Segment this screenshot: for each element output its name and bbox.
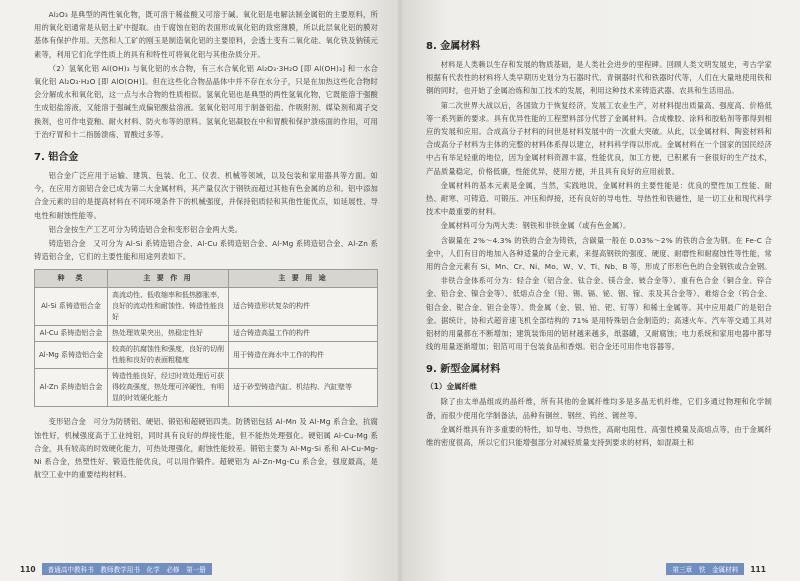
paragraph-iron-steel: 含碳量在 2%～4.3% 的铁的合金为铸铁，含碳量一般在 0.03%～2% 的铁的合金为钢。在 Fe-C 合金中，人们有目的地加入各种适量的合金元素，来提高钢铁的强度、硬度、耐磨性和耐腐蚀性等性能，常用的合金元素有 Si、Mn、Cr、Ni、Mo、W、V、Ti、Nb、B 等，形成了形形色色的合金钢铁或合金钢。 [426, 235, 772, 272]
table-cell-function: 高流动性、低收缩率和低热膨胀率，良好的流动性和耐蚀性、铸造性能良好 [108, 288, 229, 326]
table-cell-use: 用于铸造在海水中工作的构件 [229, 342, 378, 369]
cast-alloy-table-wrap [34, 269, 378, 407]
paragraph-wrought-alloy: 变形铝合金 可分为防锈铝、硬铝、锻铝和超硬铝四类。防锈铝包括 Al-Mn 及 Al-Mg 系合金，抗腐蚀性好，机械强度高于工业纯铝，同时具有良好的焊接性能，但不能热处理强化。硬铝属 Al-Cu-Mg 系合金，具有较高的时效硬化能力，可热处理强化，耐蚀性能较差。锻铝主要为 Al-Mg-Si 系和 Al-Cu-Mg-Ni 系合金，热塑性好、锻造性能优良，可以用作锻件。超硬铝为 Al-Zn-Mg-Cu 系合金，强度最高，是航空工业中的重要结构材料。 [34, 417, 378, 480]
page-number-left: 110 [20, 564, 36, 574]
right-page-footer [666, 563, 766, 575]
table-cell-use: 适合铸造形状复杂的构件 [229, 288, 378, 326]
section-title-metal-materials: 8. 金属材料 [426, 41, 481, 52]
footer-chapter-title: 第三章 铁 金属材料 [666, 563, 744, 575]
paragraph-aluminum-hydroxide: （2）氢氧化铝 Al(OH)₃ 与氧化铝的水合物，有三水合氧化铝 Al₂O₃·3H₂O [即 Al(OH)₃] 和一水合氧化铝 Al₂O₃·H₂O [即 AlO(OH)]。但在这些化合物品晶体中并不存在水分子，只是在加热这些化合物时会分解成水和氧化铝，这一点与水合物的性质相似。氢氧化铝也是典型的两性氢氧化物，它既能溶于强酸生成铝盐溶液，又能溶于强碱生成偏铝酸盐溶液。氢氧化铝可用于制备铝盐、作吸附剂、媒染剂和离子交换剂，也可作电瓷釉、耐火材料、防火布等的原料。氢氧化铝凝胶在中和胃酸和保护溃疡面的作用，可用于治疗胃和十二指肠溃疡、胃酸过多等。 [34, 63, 378, 139]
table-row [35, 369, 378, 407]
paragraph-alloy-intro: 铝合金广泛应用于运输、建筑、包装、化工、仪表、机械等领域，以及包装和家用器具等方面。如今，在应用方面铝合金已成为第二大金属材料，其产量仅次于钢铁而超过其他有色金属的总和。铝中添加合金元素的目的是提高材料在不同环境条件下的机械强度，并保持铝质轻和其他性能优点，如延展性、导电性和耐蚀性能等。 [34, 171, 378, 220]
subsection-title-metal-fiber: （1）金属纤维 [426, 382, 477, 392]
table-cell-function: 较高的抗腐蚀性和强度，良好的切削性能和良好的表面粗糙度 [108, 342, 229, 369]
paragraph-nonferrous: 非铁合金体系可分为：轻合金（铝合金、钛合金、镁合金、铍合金等）、重有色合金（铜合金、锌合金、铅合金、镍合金等）、低熔点合金（铅、锡、镉、铋、铟、镓、汞及其合金等）、难熔合金（钨合金、钼合金、铌合金、钽合金等）、贵金属（金、银、铂、钯、钌等）和稀土金属等。其中应用最广的是铝合金。据统计，协和式超音速飞机全部结构的 71% 是用特殊铝合金制造的；高速火车、汽车等交通工具对铝材的用量都在不断增加；建筑装饰用的铝材越来越多，纸器罐，又耐腐蚀；电力系统和家用电器中都导线的用量逐渐增加；铝箔可用于包装食品和香烟。铝合金还可用作电容器等。 [426, 276, 772, 352]
table-header-row [35, 270, 378, 288]
footer-book-title: 普通高中教科书 教师教学用书 化学 必修 第一册 [42, 563, 212, 575]
paragraph-alumina: Al₂O₃ 是典型的两性氧化物，既可溶于稀盐酸又可溶于碱。氧化铝是电解法制金属铝的主要原料，所用的氧化铝通常是从铝土矿中提取。由于腐蚀在铝的表面形成氧化铝的致密薄膜，所以此层氧化铝的膜对基体有保护作用。天然和人工矿的刚玉是制造氧化铝的主要原料，会透土变有二氧化硅、氧化铁及钠镁元素等，利用它们化学性质上的具有和特性可将氧化铝与其他杂质分开。 [34, 10, 378, 59]
paragraph-metal-categories: 金属材料可分为两大类：钢铁和非铁金属（或有色金属）。 [440, 221, 631, 231]
paragraph-cast-alloy: 铸造铝合金 又可分为 Al-Si 系铸造铝合金、Al-Cu 系铸造铝合金、Al-Mg 系铸造铝合金、Al-Zn 系铸造铝合金，它们的主要性能和用途列表如下。 [34, 239, 378, 262]
table-cell-name: Al-Zn 系铸造铝合金 [35, 369, 108, 407]
table-cell-function: 热处理效果突出，热稳定性好 [108, 326, 229, 342]
right-page [400, 0, 800, 581]
table-cell-name: Al-Si 系铸造铝合金 [35, 288, 108, 326]
table-cell-name: Al-Cu 系铸造铝合金 [35, 326, 108, 342]
paragraph-metal-properties: 金属材料的基本元素是金属，当然，实践地说，金属材料的主要性能是：优良的塑性加工性能、耐热、耐寒、可铸造、可锻压、冲压和焊接，还有良好的导电性、导热性和铁磁性，是一切工业和现代科学技术中最重要的材料。 [426, 180, 772, 217]
section-title-new-metal-materials: 9. 新型金属材料 [426, 364, 501, 376]
paragraph-metal-fiber-intro: 除了由太单晶组成的晶纤维，所有其他的金属纤维均多是多晶无机纤维，它们多通过物理和化学制备，而很少使用化学制备法，品种有铜丝、钢丝、钨丝、镀丝等。 [426, 397, 772, 420]
column-header-use: 主 要 用 途 [229, 270, 378, 288]
table-row [35, 326, 378, 342]
table-row [35, 288, 378, 326]
table-cell-use: 适合铸造高温工作的构件 [229, 326, 378, 342]
table-row [35, 342, 378, 369]
section-title-aluminum-alloy: 7. 铝合金 [34, 152, 79, 164]
paragraph-postwar-materials: 第二次世界大战以后，各国致力于恢复经济，发展工农业生产，对材料提出质量高、强度高、价格低等一系列新的要求。具有优异性能的工程塑料部分代替了金属材料。合成橡胶、涂料和胶粘剂等都得到相应的发展和应用。合成高分子材料的问世是材料发展中的一次重大突破。从此，以金属材料、陶瓷材料和合成高分子材料为主体的完整的材料体系得以建立，材料科学得以形成。金属材料在一个国家的国民经济中占有举足轻重的地位，因为金属材料资源丰富，性能优良，加工方便，已积累有一套很好的生产技术，产品质量稳定，价格低廉，性能优异，使用方便，并且具有良好的应用前景。 [426, 100, 772, 176]
cast-alloy-table [34, 269, 378, 407]
table-cell-name: Al-Mg 系铸造铝合金 [35, 342, 108, 369]
column-header-type: 种 类 [35, 270, 108, 288]
book-gutter [398, 0, 402, 581]
table-cell-function: 铸造性能良好，经过时效处理后可获得较高强度，热处理可淬硬性，有明显的时效硬化能力 [108, 369, 229, 407]
paragraph-materials-history: 材料是人类赖以生存和发展的物质基础，是人类社会进步的里程碑。回顾人类文明发展史，考古学家根据有代表性的材料将人类早期历史划分为石器时代、青铜器时代和铁器时代等，人们在大量地使用铁和铜的同时，也开始了金属冶炼和加工技术的发展，利用这种技术来铸造武器、农具和生活用品。 [426, 60, 772, 96]
page-number-right: 111 [750, 564, 766, 574]
table-cell-use: 适于砂型铸造汽缸、机结构、汽缸壁等 [229, 369, 378, 407]
paragraph-alloy-types: 铝合金按生产工艺可分为铸造铝合金和变形铝合金两大类。 [48, 224, 243, 234]
left-page-footer [20, 563, 212, 575]
paragraph-metal-fiber-properties: 金属纤维具有许多重要的特性，如导电、导热性，高耐电阻性、高强性模量及高熔点等，由于金属纤维的密度很高，所以它们只能增强部分对减轻质量支持到要求的材料，如混凝土和 [426, 424, 772, 448]
column-header-function: 主 要 作 用 [108, 270, 229, 288]
